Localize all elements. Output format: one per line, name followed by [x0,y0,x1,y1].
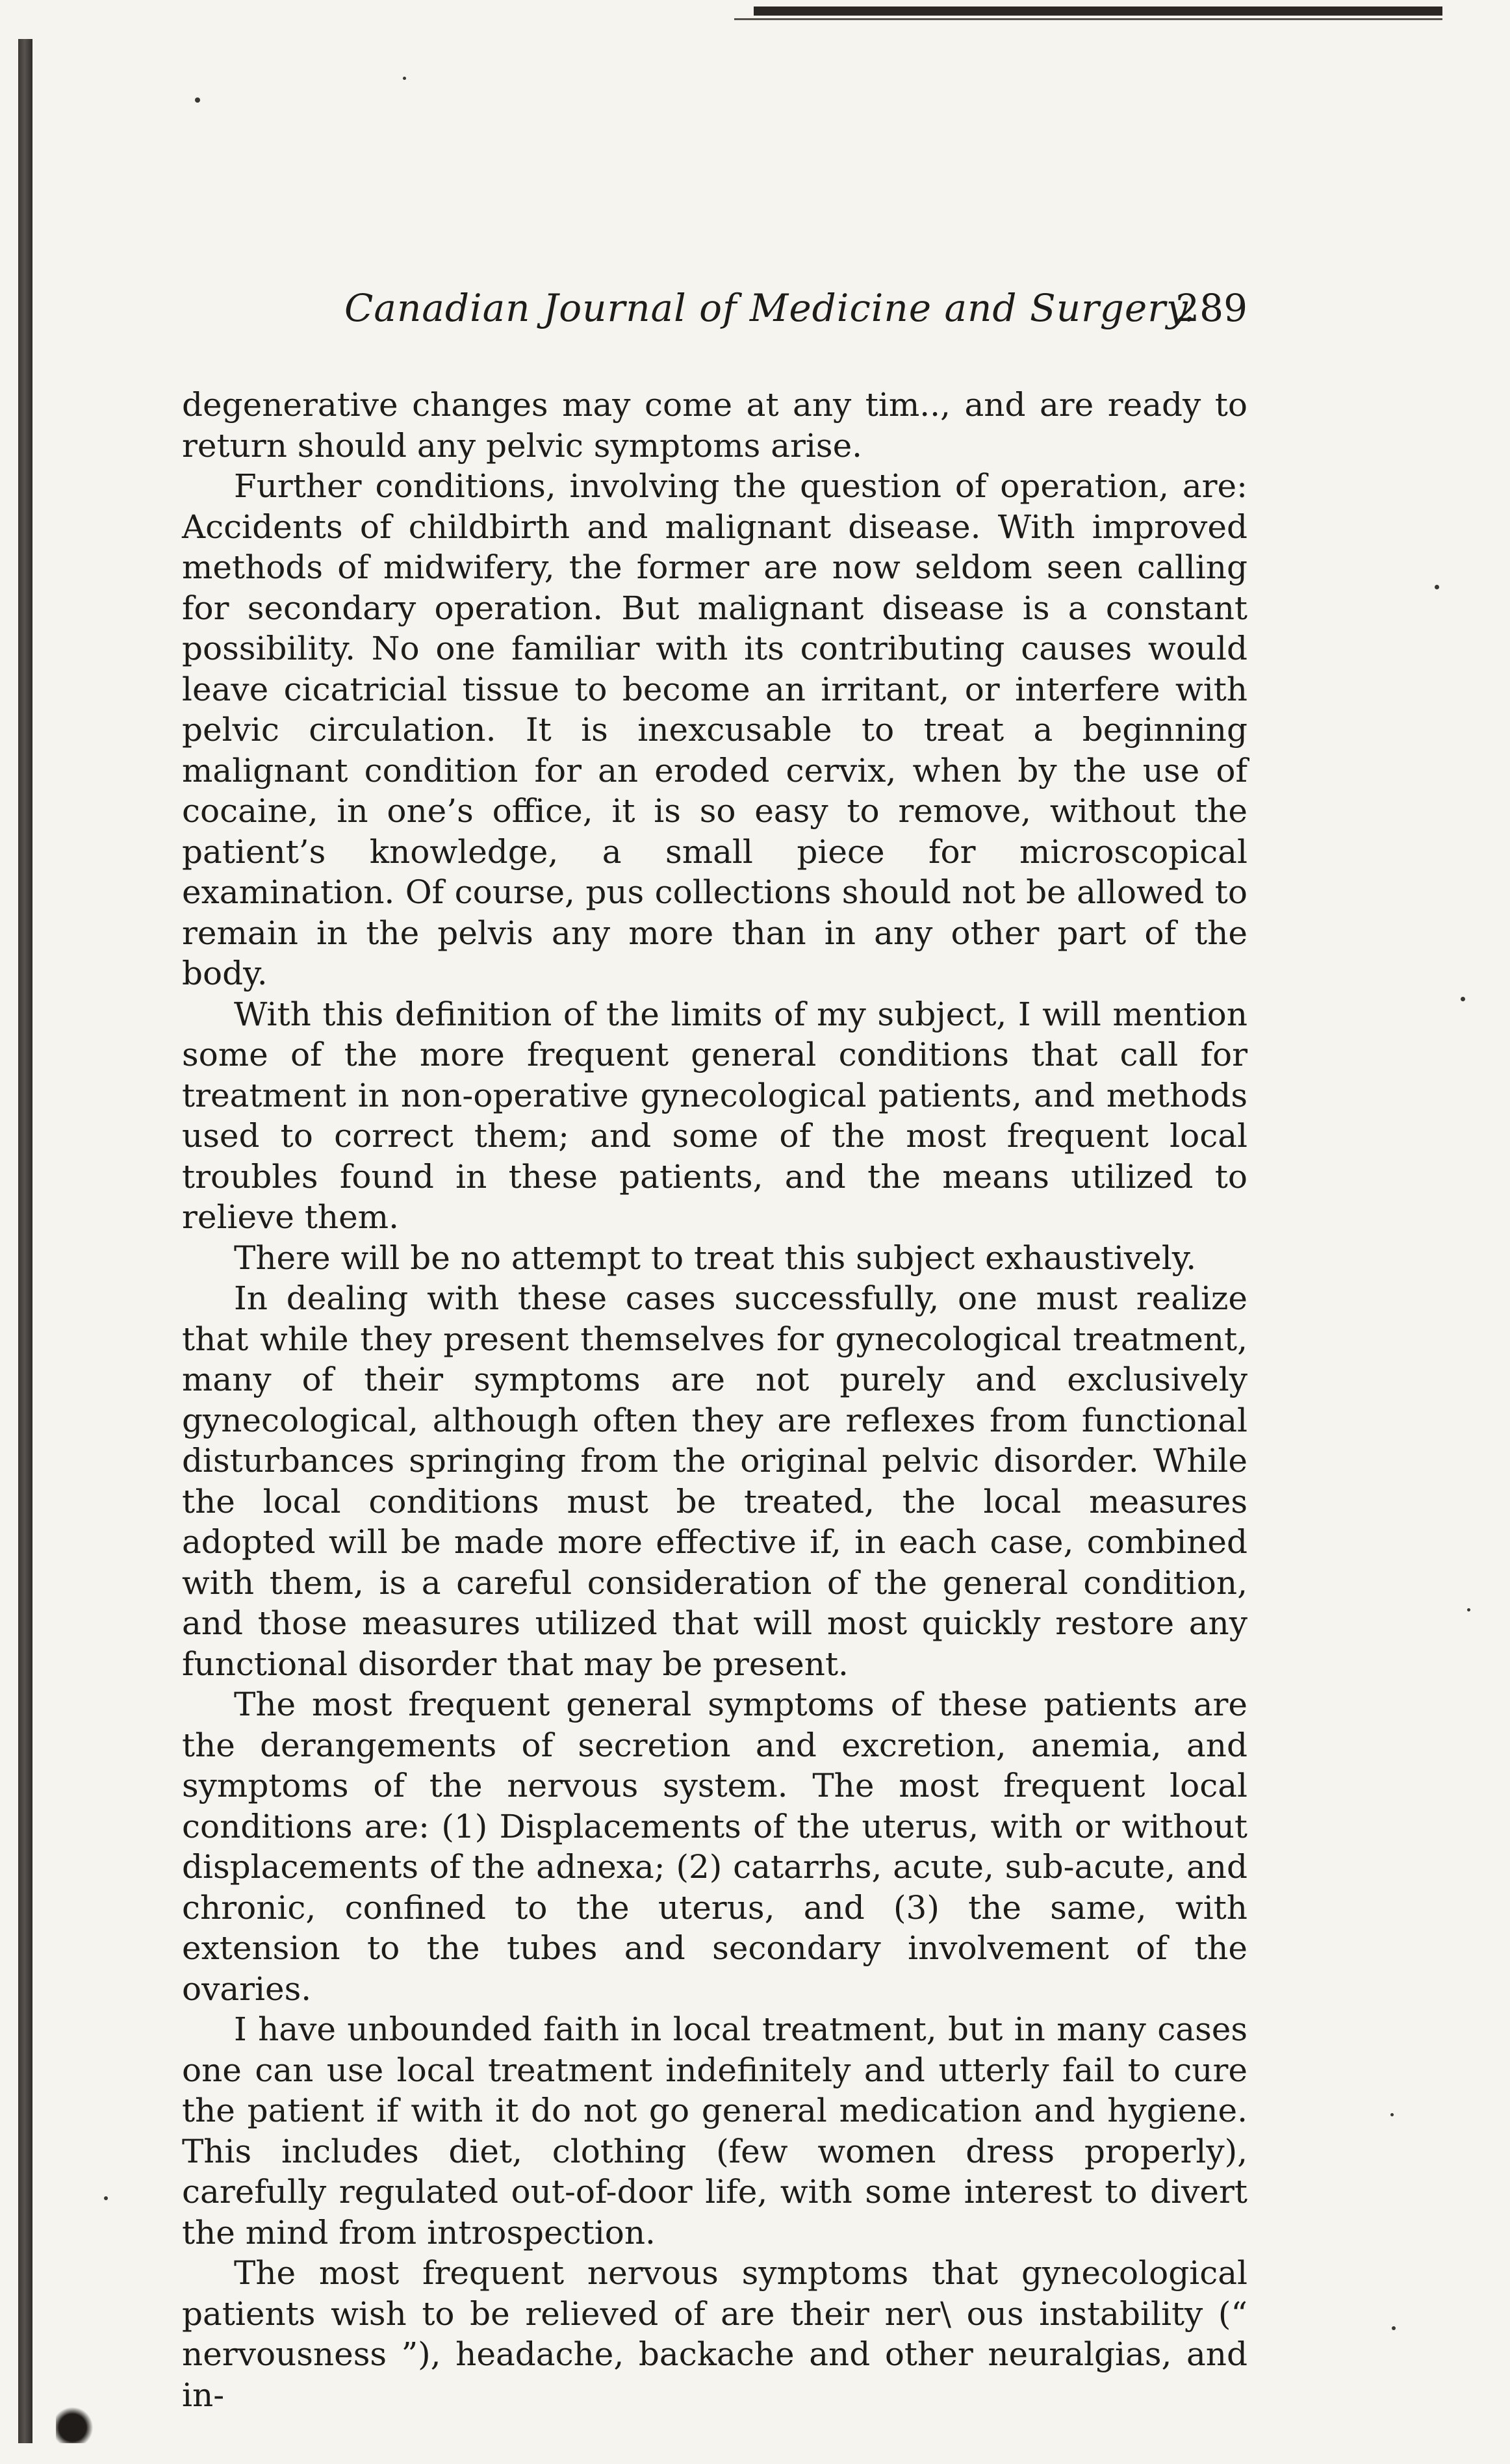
binding-edge-shadow [18,39,32,2443]
paragraph: Further conditions, involving the question of operation, are: Accidents of childbirth and malignant disease. With improved methods of midwifery, the former are now seldom seen calling for secondary operation. But malignant disease is a constant possibility. No one familiar with its contributing causes would leave cicatricial tissue to become an irritant, or interfere with pelvic circulation. It is inexcusable to treat a beginning malignant condition for an eroded cervix, when by the use of cocaine, in one’s office, it is so easy to remove, without the patient’s knowledge, a small piece for microscopical examination. Of course, pus collections should not be allowed to remain in the pelvis any more than in any other part of the body. [182,467,1248,992]
scan-speck [1467,1608,1470,1611]
paragraph: I have unbounded faith in local treatment, but in many cases one can use local treatment indefinitely and utterly fail to cure the patient if with it do not go general medication and hygiene. This includes diet, clothing (few women dress properly), carefully regulated out-of-door life, with some interest to divert the mind from introspection. [182,2010,1248,2252]
page-number: 289 [1175,286,1248,330]
paragraph: The most frequent nervous symptoms that gynecological patients wish to be relieved of are their ner\ ous instability (“ nervousness ”), headache, backache and other neuralgias, and in- [182,2254,1248,2414]
scan-speck [1392,2326,1396,2330]
scan-speck [403,77,406,80]
paragraph: In dealing with these cases successfully, one must realize that while they present themselves for gynecological treatment, many of their symptoms are not purely and exclusively gynecological, although often they are reflexes from functional disturbances springing from the original pelvic disorder. While the local conditions must be treated, the local measures adopted will be made more effective if, in each case, combined with them, is a careful consideration of the general condition, and those measures utilized that will most quickly restore any functional disorder that may be present. [182,1279,1248,1683]
paragraph: There will be no attempt to treat this subject exhaustively. [234,1238,1197,1277]
scan-speck [1390,2113,1394,2116]
article-body [182,385,1248,2415]
top-edge-rule-thin [734,18,1442,20]
journal-title: Canadian Journal of Medicine and Surgery. [344,286,1196,330]
scan-speck [104,2196,108,2200]
scan-blot [56,2404,97,2443]
scan-speck [195,97,200,103]
top-edge-rule [754,6,1442,16]
running-header [182,286,1248,344]
scan-speck [1461,997,1465,1001]
paragraph: With this definition of the limits of my subject, I will mention some of the more frequent general conditions that call for treatment in non-operative gynecological patients, and methods used to correct them; and some of the most frequent local troubles found in these patients, and the means utilized to relieve them. [182,995,1248,1236]
scan-speck [1435,585,1439,589]
paragraph: The most frequent general symptoms of these patients are the derangements of secretion and excretion, anemia, and symptoms of the nervous system. The most frequent local conditions are: (1) Displacements of the uterus, with or without displacements of the adnexa; (2) catarrhs, acute, sub-acute, and chronic, confined to the uterus, and (3) the same, with extension to the tubes and secondary involvement of the ovaries. [182,1686,1248,2008]
paragraph: degenerative changes may come at any tim.., and are ready to return should any pelvic symptoms arise. [182,386,1248,465]
